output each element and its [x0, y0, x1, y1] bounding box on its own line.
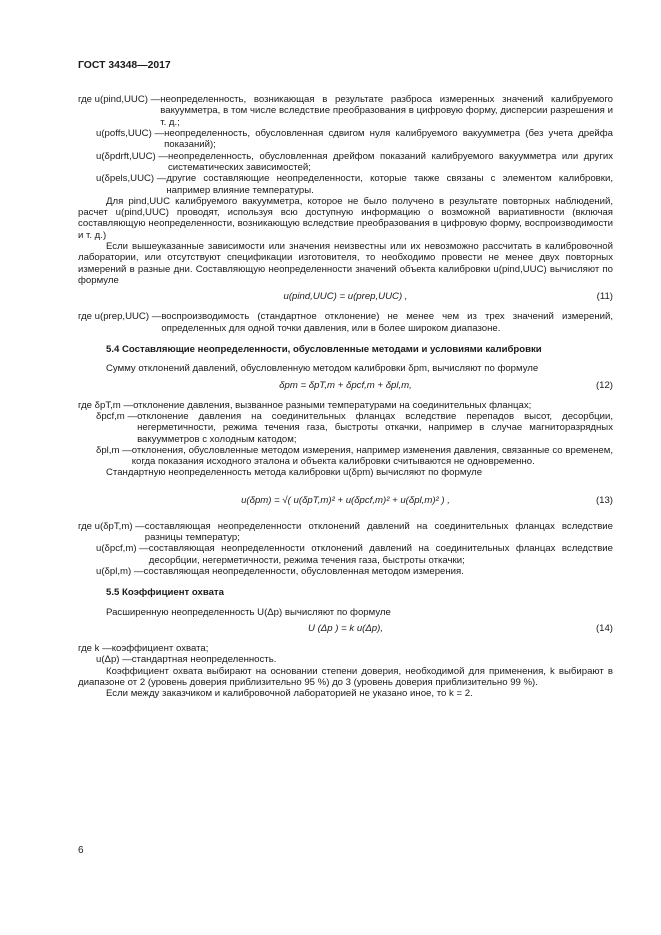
definition-item	[78, 128, 613, 151]
definition-item	[78, 521, 613, 544]
formula-number: (13)	[595, 494, 613, 506]
definition-item	[78, 173, 613, 196]
definition-text: неопределенность, обусловленная сдвигом нуля калибруемого вакуумметра (без учета дрейфа показаний);	[164, 127, 613, 151]
definition-item	[78, 94, 613, 128]
definition-term: δpl,m —	[96, 444, 132, 456]
definition-text: отклонения, обусловленные методом измерения, например изменения давления, связанные со временем, когда показания исходного эталона и объекта калибровки считываются не одновременно.	[131, 444, 613, 468]
definition-term: u(Δp) —	[96, 654, 132, 666]
definition-text: воспроизводимость (стандартное отклонение) не менее чем из трех значений измерений, определенных для одной точки давления, или в более широком диапазоне.	[161, 311, 613, 334]
formula-number: (14)	[595, 622, 613, 634]
definition-term: u(δpels,UUC) —	[96, 173, 167, 185]
definition-item	[78, 643, 613, 654]
definition-term: u(δpl,m) —	[96, 566, 144, 577]
definition-text: составляющая неопределенности, обусловленная методом измерения.	[143, 566, 464, 577]
definition-item	[78, 151, 613, 174]
formula-14	[78, 623, 613, 639]
definition-item	[78, 411, 613, 445]
paragraph: Стандартную неопределенность метода калибровки u(δpm) вычисляют по формуле	[106, 467, 483, 479]
formula-number: (11)	[596, 291, 613, 303]
definition-term: где u(pind,UUC) —	[78, 94, 161, 105]
definition-term: где δpT,m —	[78, 399, 134, 411]
page-number: 6	[78, 845, 84, 856]
formula-12	[78, 380, 613, 396]
definition-term: u(poffs,UUC) —	[96, 127, 165, 139]
definition-text: другие составляющие неопределенности, которые также связаны с элементом калибровки, например влияние температуры.	[166, 173, 613, 196]
definition-item	[78, 445, 613, 468]
definition-term: где k —	[78, 642, 112, 654]
definition-text: стандартная неопределенность.	[131, 654, 277, 666]
definition-term: u(δpcf,m) —	[96, 543, 149, 555]
definition-item	[78, 400, 613, 411]
formula-expression: U (Δp ) = k u(Δp),	[308, 622, 383, 634]
definition-text: составляющая неопределенности отклонений давлений на соединительных фланцах вследствие десорбции, негерметичности, режима течения газа, быстроты откачки;	[148, 543, 613, 566]
definition-text: коэффициент охвата;	[111, 642, 209, 654]
definition-text: составляющая неопределенности отклонений давлений на соединительных фланцах вследствие разницы температур;	[144, 520, 613, 544]
page-content	[78, 94, 613, 700]
definition-item	[78, 566, 613, 577]
paragraph: Сумму отклонений давлений, обусловленную методом калибровки δpm, вычисляют по формуле	[106, 363, 539, 375]
definition-text: неопределенность, возникающая в результате разброса измеренных значений калибруемого вакуумметра, в том числе вследствие преобразования в цифровую форму, дисперсии разрешения и т. д.;	[160, 94, 613, 128]
formula-13	[78, 487, 613, 515]
section-heading-5-4: 5.4 Составляющие неопределенности, обусловленные методами и условиями калибровки	[106, 343, 542, 355]
paragraph: Коэффициент охвата выбирают на основании степени доверия, необходимой для применения, k выбирают в диапазоне от 2 (уровень доверия приблизительно 95 %) до 3 (уровень доверия приблизительно 99 %).	[78, 665, 613, 688]
paragraph: Расширенную неопределенность U(Δp) вычисляют по формуле	[106, 606, 391, 618]
definition-term: где u(δpT,m) —	[78, 520, 145, 532]
definition-term: δpcf,m —	[96, 410, 138, 422]
definition-item	[78, 311, 613, 334]
paragraph: Если между заказчиком и калибровочной лабораторией не указано иное, то k = 2.	[106, 688, 473, 700]
section-heading-5-5: 5.5 Коэффициент охвата	[106, 587, 224, 599]
definition-text: неопределенность, обусловленная дрейфом показаний калибруемого вакуумметра или других систематических зависимостей;	[167, 150, 613, 173]
formula-expression: δpm = δpT,m + δpcf,m + δpl,m,	[279, 379, 412, 391]
formula-number: (12)	[595, 379, 613, 391]
definition-item	[78, 543, 613, 566]
formula-11	[78, 291, 613, 307]
definition-text: отклонение давления, вызванное разными температурами на соединительных фланцах;	[133, 399, 532, 411]
definition-term: u(δpdrft,UUC) —	[96, 150, 168, 162]
formula-expression: u(δpm) = √( u(δpT,m)² + u(δpcf,m)² + u(δpl,m)² ) ,	[241, 494, 450, 506]
definition-term: где u(prep,UUC) —	[78, 311, 162, 323]
definition-item	[78, 654, 613, 665]
paragraph: Для pind,UUC калибруемого вакуумметра, которое не было получено в результате повторных наблюдений, расчет u(pind,UUC) проводят, используя всю доступную информацию о возможной вариативности (включая составляющую неопределенности, возникающую вследствие преобразования в цифровую форму, воспроизводимости и т. д.)	[78, 195, 613, 241]
definition-text: отклонение давления на соединительных фланцах вследствие перепадов высот, десорбции, негерметичности, режима течения газа, быстроты откачки, например в случае магниторазрядных вакуумметров с холодным катодом;	[137, 410, 613, 445]
standard-header: ГОСТ 34348—2017	[78, 60, 171, 71]
paragraph: Если вышеуказанные зависимости или значения неизвестны или их невозможно рассчитать в калибровочной лаборатории, или отсутствуют спецификации изготовителя, то необходимо провести не менее двух повторных измерений в разные дни. Составляющую неопределенности значений объекта калибровки u(pind,UUC) вычисляют по формуле	[78, 241, 613, 286]
formula-expression: u(pind,UUC) = u(prep,UUC) ,	[283, 291, 408, 303]
